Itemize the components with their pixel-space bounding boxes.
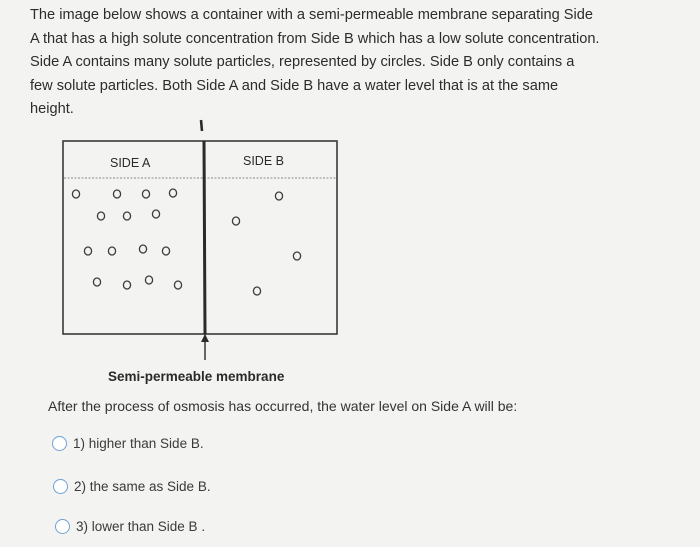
question-text: After the process of osmosis has occurred, the water level on Side A will be: — [48, 398, 518, 414]
solute-particle — [174, 281, 181, 289]
radio-button[interactable] — [52, 436, 67, 451]
solute-particle — [84, 247, 91, 255]
solute-particle — [162, 247, 169, 255]
container-box — [63, 141, 337, 334]
membrane-line — [204, 141, 205, 334]
option-label: 1) higher than Side B. — [73, 436, 204, 451]
solute-particle — [232, 217, 239, 225]
membrane-arrow-head — [201, 334, 209, 342]
option-2[interactable] — [53, 479, 211, 494]
intro-paragraph: The image below shows a container with a semi-permeable membrane separating Side A that has a high solute concentration from Side B which has a low solute concentration. Side A contains many solute particles, represented by circles. Side B only contains a few solute particles. Both Side A and Side B have a water level that is at the same height. — [30, 7, 600, 117]
side-b-particles — [232, 192, 300, 295]
solute-particle — [108, 247, 115, 255]
option-3[interactable] — [55, 519, 205, 534]
side-b-label: SIDE B — [243, 154, 284, 168]
solute-particle — [275, 192, 282, 200]
solute-particle — [123, 212, 130, 220]
radio-button[interactable] — [53, 479, 68, 494]
solute-particle — [97, 212, 104, 220]
option-1[interactable] — [52, 436, 204, 451]
solute-particle — [169, 189, 176, 197]
solute-particle — [93, 278, 100, 286]
solute-particle — [139, 245, 146, 253]
solute-particle — [72, 190, 79, 198]
solute-particle — [152, 210, 159, 218]
radio-button[interactable] — [55, 519, 70, 534]
membrane-top-marker — [201, 120, 202, 131]
solute-particle — [113, 190, 120, 198]
option-label: 3) lower than Side B . — [76, 519, 206, 534]
option-label: 2) the same as Side B. — [74, 479, 211, 494]
membrane-caption: Semi-permeable membrane — [108, 369, 285, 384]
solute-particle — [293, 252, 300, 260]
solute-particle — [123, 281, 130, 289]
solute-particle — [142, 190, 149, 198]
solute-particle — [145, 276, 152, 284]
side-a-particles — [72, 189, 181, 289]
solute-particle — [253, 287, 260, 295]
side-a-label: SIDE A — [110, 156, 151, 170]
